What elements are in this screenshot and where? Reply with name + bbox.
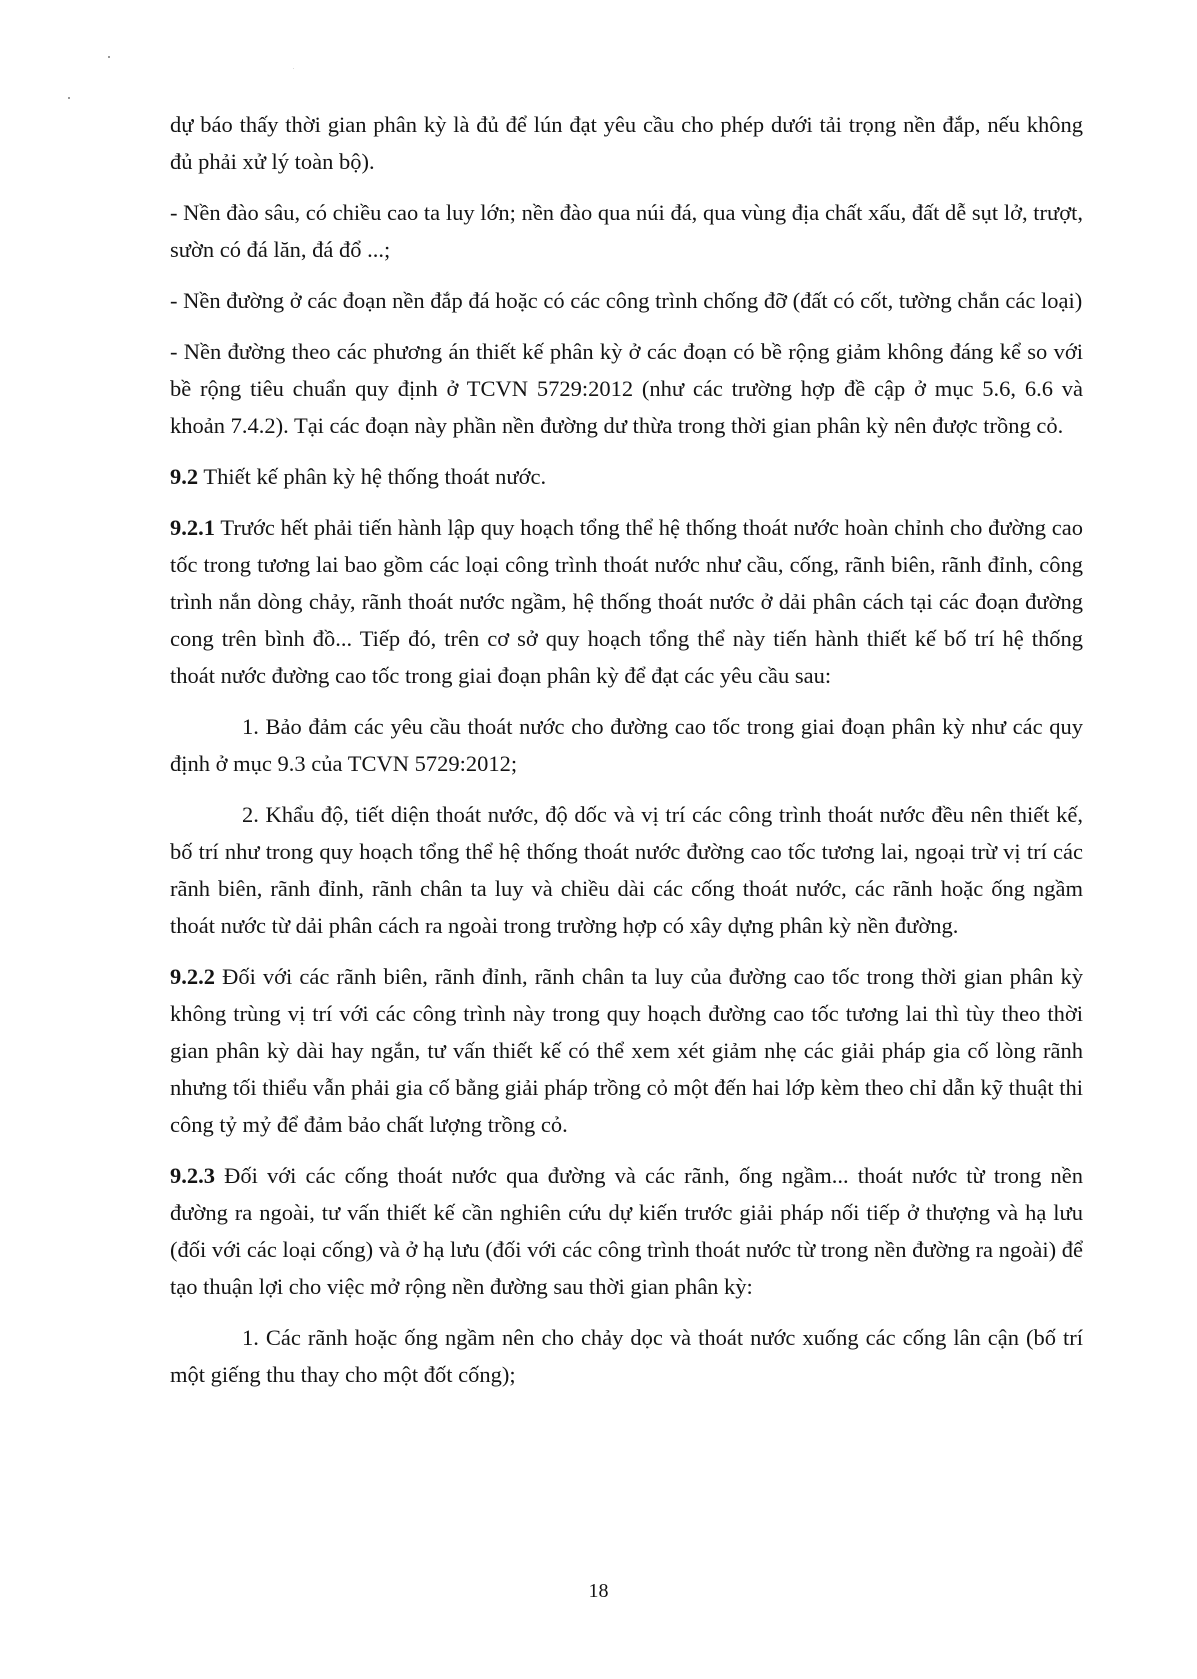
paragraph-text: dự báo thấy thời gian phân kỳ là đủ để lún đạt yêu cầu cho phép dưới tải trọng nền đắp, nếu không đủ phải xử lý toàn bộ). [170, 112, 1083, 174]
clause-number: 9.2.1 [170, 515, 215, 540]
paragraph-text: - Nền đào sâu, có chiều cao ta luy lớn; nền đào qua núi đá, qua vùng địa chất xấu, đất dễ sụt lở, trượt, sườn có đá lăn, đá đổ ...; [170, 200, 1083, 262]
clause-number: 9.2.2 [170, 964, 215, 989]
paragraph-1 [170, 106, 1083, 180]
section-heading-9-2 [170, 458, 1083, 495]
page-number: 18 [588, 1580, 609, 1602]
clause-9-2-3 [170, 1157, 1083, 1305]
section-number: 9.2 [170, 464, 199, 489]
clause-text: Đối với các rãnh biên, rãnh đỉnh, rãnh chân ta luy của đường cao tốc trong thời gian phân kỳ không trùng vị trí với các công trình này trong quy hoạch đường cao tốc tương lai thì tùy theo thời gian phân kỳ dài hay ngắn, tư vấn thiết kế có thể xem xét giảm nhẹ các giải pháp gia cố lòng rãnh nhưng tối thiểu vẫn phải gia cố bằng giải pháp trồng cỏ một đến hai lớp kèm theo chỉ dẫn kỹ thuật thi công tỷ mỷ để đảm bảo chất lượng trồng cỏ. [170, 964, 1083, 1137]
list-item-text: 1. Các rãnh hoặc ống ngầm nên cho chảy dọc và thoát nước xuống các cống lân cận (bố trí một giếng thu thay cho một đốt cống); [170, 1325, 1083, 1387]
paragraph-4 [170, 333, 1083, 444]
list-item-text: 2. Khẩu độ, tiết diện thoát nước, độ dốc và vị trí các công trình thoát nước đều nên thiết kế, bố trí như trong quy hoạch tổng thể hệ thống thoát nước đường cao tốc tương lai, ngoại trừ vị trí các rãnh biên, rãnh đỉnh, rãnh chân ta luy và chiều dài các cống thoát nước, các rãnh hoặc ống ngầm thoát nước từ dải phân cách ra ngoài trong trường hợp có xây dựng phân kỳ nền đường. [170, 802, 1083, 938]
paragraph-3 [170, 282, 1083, 319]
scan-speck [293, 68, 294, 69]
scan-speck [68, 97, 70, 99]
paragraph-text: - Nền đường ở các đoạn nền đắp đá hoặc có các công trình chống đỡ (đất có cốt, tường chắn các loại) [170, 288, 1083, 313]
list-item-text: 1. Bảo đảm các yêu cầu thoát nước cho đường cao tốc trong giai đoạn phân kỳ như các quy định ở mục 9.3 của TCVN 5729:2012; [170, 714, 1083, 776]
scan-speck [108, 56, 110, 58]
clause-9-2-2 [170, 958, 1083, 1143]
list-item-2 [170, 796, 1083, 944]
list-item-1 [170, 708, 1083, 782]
body-text [170, 106, 1083, 1407]
clause-9-2-1 [170, 509, 1083, 694]
clause-text: Trước hết phải tiến hành lập quy hoạch tổng thể hệ thống thoát nước hoàn chỉnh cho đường cao tốc trong tương lai bao gồm các loại công trình thoát nước như cầu, cống, rãnh biên, rãnh đỉnh, công trình nắn dòng chảy, rãnh thoát nước ngầm, hệ thống thoát nước ở dải phân cách tại các đoạn đường cong trên bình đồ... Tiếp đó, trên cơ sở quy hoạch tổng thể này tiến hành thiết kế bố trí hệ thống thoát nước đường cao tốc trong giai đoạn phân kỳ để đạt các yêu cầu sau: [170, 515, 1083, 688]
paragraph-2 [170, 194, 1083, 268]
section-title: Thiết kế phân kỳ hệ thống thoát nước. [198, 464, 547, 489]
paragraph-text: - Nền đường theo các phương án thiết kế phân kỳ ở các đoạn có bề rộng giảm không đáng kể so với bề rộng tiêu chuẩn quy định ở TCVN 5729:2012 (như các trường hợp đề cập ở mục 5.6, 6.6 và khoản 7.4.2). Tại các đoạn này phần nền đường dư thừa trong thời gian phân kỳ nên được trồng cỏ. [170, 339, 1083, 438]
list-item-3 [170, 1319, 1083, 1393]
clause-text: Đối với các cống thoát nước qua đường và các rãnh, ống ngầm... thoát nước từ trong nền đường ra ngoài, tư vấn thiết kế cần nghiên cứu dự kiến trước giải pháp nối tiếp ở thượng và hạ lưu (đối với các loại cống) và ở hạ lưu (đối với các công trình thoát nước từ trong nền đường ra ngoài) để tạo thuận lợi cho việc mở rộng nền đường sau thời gian phân kỳ: [170, 1163, 1084, 1299]
clause-number: 9.2.3 [170, 1163, 215, 1188]
